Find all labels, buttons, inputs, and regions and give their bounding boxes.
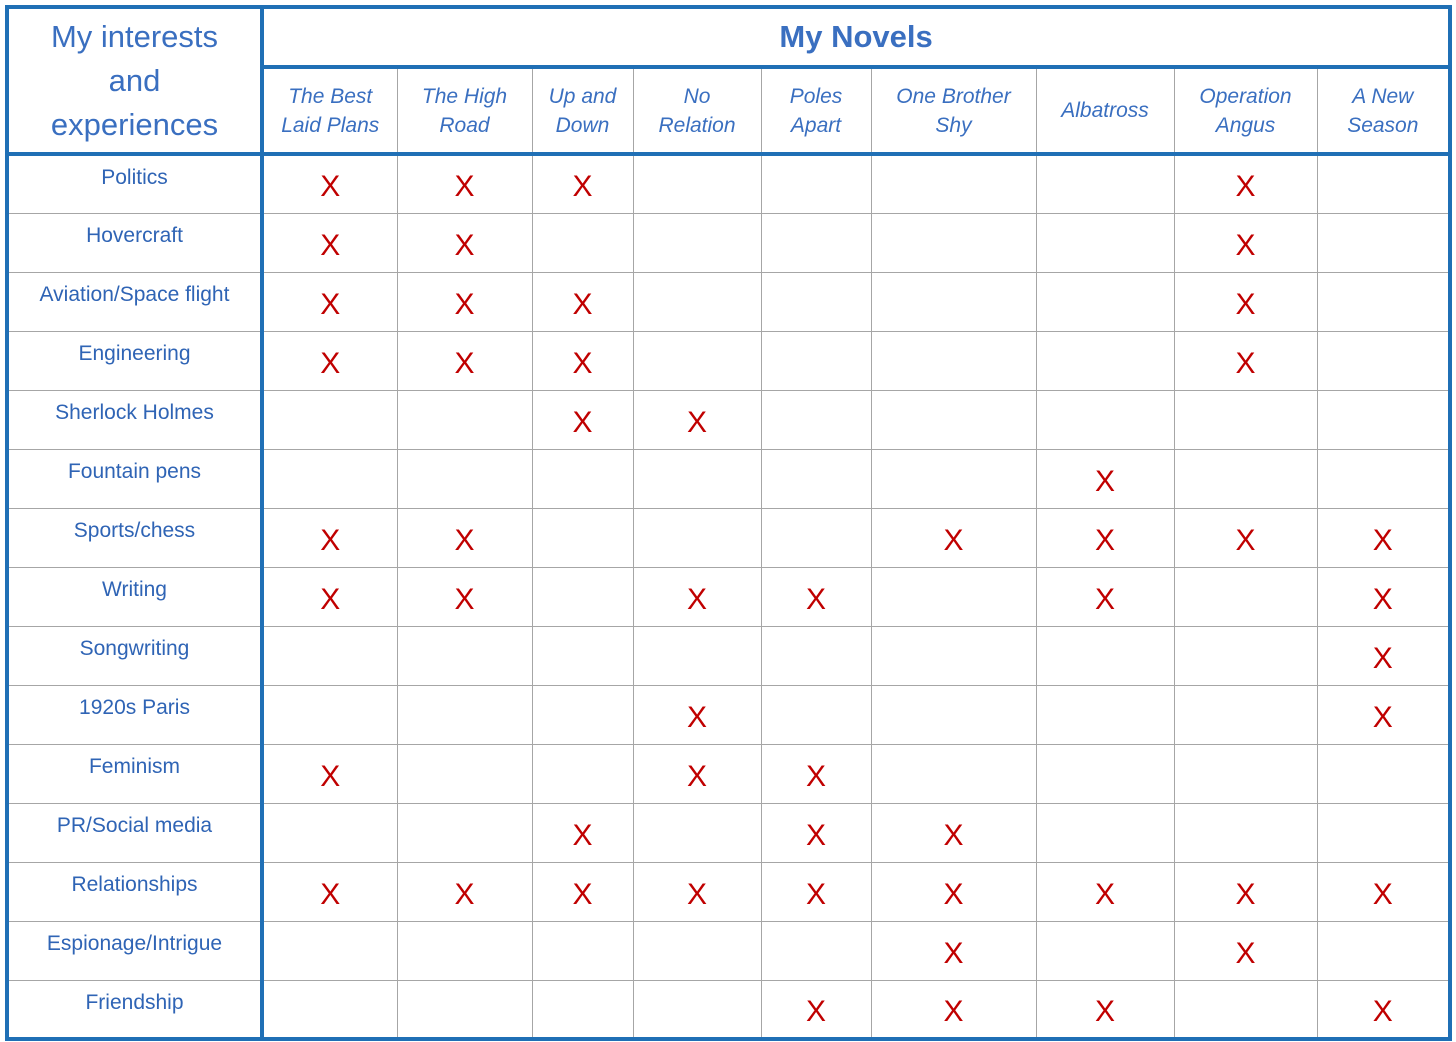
matrix-cell (1317, 390, 1450, 449)
x-mark: X (805, 818, 826, 852)
interests-novels-matrix (5, 5, 1448, 1036)
table-row (7, 803, 1450, 862)
matrix-cell (532, 154, 633, 213)
matrix-cell (633, 567, 761, 626)
novel-header (532, 67, 633, 154)
novel-title-line: The High (421, 84, 508, 108)
matrix-cell (532, 331, 633, 390)
matrix-cell (871, 449, 1036, 508)
table-row (7, 508, 1450, 567)
matrix-cell (1174, 921, 1317, 980)
matrix-table (5, 5, 1452, 1041)
interest-label: Feminism (7, 744, 262, 803)
x-mark: X (320, 228, 341, 262)
matrix-cell (262, 390, 397, 449)
x-mark: X (454, 228, 475, 262)
x-mark: X (320, 523, 341, 557)
matrix-cell (1036, 154, 1174, 213)
interest-label: 1920s Paris (7, 685, 262, 744)
x-mark: X (686, 759, 707, 793)
x-mark: X (454, 346, 475, 380)
x-mark: X (1372, 641, 1393, 675)
matrix-cell (1174, 567, 1317, 626)
x-mark: X (454, 877, 475, 911)
matrix-cell (871, 154, 1036, 213)
interest-label: Friendship (7, 980, 262, 1039)
matrix-cell (633, 980, 761, 1039)
x-mark: X (1235, 523, 1256, 557)
matrix-cell (262, 213, 397, 272)
matrix-cell (633, 744, 761, 803)
x-mark: X (320, 759, 341, 793)
matrix-cell (1174, 449, 1317, 508)
matrix-cell (633, 331, 761, 390)
matrix-cell (871, 862, 1036, 921)
matrix-cell (1036, 685, 1174, 744)
matrix-cell (397, 213, 532, 272)
matrix-cell (633, 449, 761, 508)
matrix-cell (532, 862, 633, 921)
interest-label: PR/Social media (7, 803, 262, 862)
matrix-cell (1036, 921, 1174, 980)
x-mark: X (943, 936, 964, 970)
x-mark: X (454, 582, 475, 616)
matrix-cell (262, 921, 397, 980)
matrix-cell (871, 626, 1036, 685)
matrix-cell (1036, 213, 1174, 272)
matrix-cell (1174, 154, 1317, 213)
matrix-cell (1174, 685, 1317, 744)
matrix-cell (262, 567, 397, 626)
matrix-cell (633, 626, 761, 685)
matrix-cell (1036, 272, 1174, 331)
matrix-cell (871, 744, 1036, 803)
novel-header (1174, 67, 1317, 154)
matrix-cell (761, 272, 871, 331)
matrix-cell (532, 626, 633, 685)
matrix-cell (761, 567, 871, 626)
matrix-cell (761, 213, 871, 272)
novel-header (633, 67, 761, 154)
table-row (7, 567, 1450, 626)
novel-title-line: No (683, 84, 711, 108)
matrix-cell (761, 803, 871, 862)
x-mark: X (320, 170, 341, 204)
matrix-cell (1174, 331, 1317, 390)
table-row (7, 626, 1450, 685)
matrix-cell (1317, 508, 1450, 567)
matrix-cell (262, 685, 397, 744)
matrix-cell (532, 213, 633, 272)
x-mark: X (1372, 994, 1393, 1028)
interest-label: Relationships (7, 862, 262, 921)
matrix-cell (633, 862, 761, 921)
table-row (7, 862, 1450, 921)
matrix-cell (532, 685, 633, 744)
x-mark: X (686, 582, 707, 616)
matrix-cell (871, 567, 1036, 626)
novels-group-header: My Novels (262, 7, 1450, 67)
matrix-cell (761, 508, 871, 567)
matrix-cell (1036, 390, 1174, 449)
x-mark: X (1235, 936, 1256, 970)
matrix-cell (1174, 390, 1317, 449)
x-mark: X (1094, 877, 1115, 911)
matrix-body (7, 154, 1450, 1039)
matrix-cell (1036, 626, 1174, 685)
x-mark: X (572, 818, 593, 852)
x-mark: X (454, 523, 475, 557)
matrix-cell (871, 685, 1036, 744)
matrix-cell (397, 744, 532, 803)
matrix-cell (262, 508, 397, 567)
matrix-cell (1317, 272, 1450, 331)
novel-title-line: Road (439, 113, 490, 137)
matrix-cell (1317, 331, 1450, 390)
x-mark: X (320, 346, 341, 380)
x-mark: X (943, 818, 964, 852)
table-row (7, 449, 1450, 508)
matrix-cell (397, 508, 532, 567)
matrix-cell (1036, 803, 1174, 862)
x-mark: X (1094, 582, 1115, 616)
matrix-cell (1036, 862, 1174, 921)
x-mark: X (572, 405, 593, 439)
matrix-cell (1036, 980, 1174, 1039)
table-row (7, 272, 1450, 331)
matrix-cell (532, 449, 633, 508)
matrix-cell (871, 803, 1036, 862)
matrix-cell (1174, 862, 1317, 921)
matrix-cell (761, 449, 871, 508)
x-mark: X (1235, 877, 1256, 911)
matrix-cell (397, 390, 532, 449)
interest-label: Hovercraft (7, 213, 262, 272)
matrix-cell (397, 862, 532, 921)
x-mark: X (1235, 170, 1256, 204)
table-row (7, 213, 1450, 272)
matrix-cell (532, 567, 633, 626)
x-mark: X (1372, 582, 1393, 616)
novel-title-line: Albatross (1061, 99, 1149, 122)
matrix-cell (871, 921, 1036, 980)
matrix-cell (1174, 803, 1317, 862)
interest-label: Songwriting (7, 626, 262, 685)
x-mark: X (1094, 464, 1115, 498)
x-mark: X (1372, 700, 1393, 734)
x-mark: X (805, 582, 826, 616)
table-row (7, 390, 1450, 449)
interest-label: Politics (7, 154, 262, 213)
matrix-cell (397, 685, 532, 744)
table-row (7, 921, 1450, 980)
matrix-cell (633, 154, 761, 213)
matrix-cell (262, 803, 397, 862)
matrix-cell (397, 626, 532, 685)
matrix-cell (397, 449, 532, 508)
table-row (7, 685, 1450, 744)
matrix-cell (397, 803, 532, 862)
x-mark: X (805, 994, 826, 1028)
matrix-cell (532, 390, 633, 449)
x-mark: X (572, 346, 593, 380)
matrix-cell (761, 744, 871, 803)
matrix-cell (1317, 567, 1450, 626)
matrix-cell (1317, 744, 1450, 803)
x-mark: X (1372, 877, 1393, 911)
matrix-cell (1317, 862, 1450, 921)
table-row (7, 980, 1450, 1039)
matrix-cell (1036, 744, 1174, 803)
x-mark: X (1372, 523, 1393, 557)
x-mark: X (805, 877, 826, 911)
table-row (7, 331, 1450, 390)
novel-title-line: Up and (548, 84, 617, 108)
x-mark: X (1235, 287, 1256, 321)
x-mark: X (572, 170, 593, 204)
x-mark: X (943, 994, 964, 1028)
interest-label: Engineering (7, 331, 262, 390)
matrix-cell (1174, 272, 1317, 331)
matrix-cell (1317, 626, 1450, 685)
x-mark: X (686, 405, 707, 439)
matrix-cell (397, 921, 532, 980)
interest-label: Sherlock Holmes (7, 390, 262, 449)
matrix-cell (262, 154, 397, 213)
matrix-cell (532, 803, 633, 862)
novel-title-line: One Brother (896, 84, 1011, 108)
novel-title-line: Season (1347, 113, 1419, 137)
x-mark: X (805, 759, 826, 793)
x-mark: X (1235, 228, 1256, 262)
matrix-cell (262, 626, 397, 685)
x-mark: X (320, 582, 341, 616)
matrix-cell (761, 390, 871, 449)
x-mark: X (686, 877, 707, 911)
corner-label-line: experiences (50, 106, 219, 142)
interest-label: Aviation/Space flight (7, 272, 262, 331)
novel-header (871, 67, 1036, 154)
novel-header (1317, 67, 1450, 154)
x-mark: X (1094, 523, 1115, 557)
table-row (7, 744, 1450, 803)
matrix-cell (1036, 331, 1174, 390)
matrix-cell (633, 390, 761, 449)
x-mark: X (572, 877, 593, 911)
x-mark: X (320, 877, 341, 911)
novel-title-line: Apart (790, 113, 842, 137)
interest-label: Fountain pens (7, 449, 262, 508)
matrix-cell (262, 449, 397, 508)
x-mark: X (1094, 994, 1115, 1028)
matrix-cell (871, 980, 1036, 1039)
corner-label-line: My interests (50, 18, 219, 54)
matrix-cell (397, 154, 532, 213)
interest-label: Espionage/Intrigue (7, 921, 262, 980)
matrix-cell (397, 980, 532, 1039)
novel-title-line: Poles (789, 84, 843, 108)
matrix-cell (1317, 154, 1450, 213)
x-mark: X (454, 170, 475, 204)
matrix-cell (1317, 685, 1450, 744)
matrix-cell (1174, 744, 1317, 803)
x-mark: X (686, 700, 707, 734)
matrix-cell (1174, 626, 1317, 685)
matrix-cell (1174, 508, 1317, 567)
novel-title-line: Angus (1215, 113, 1276, 137)
matrix-cell (1174, 213, 1317, 272)
x-mark: X (454, 287, 475, 321)
matrix-cell (532, 980, 633, 1039)
matrix-cell (761, 626, 871, 685)
matrix-cell (1036, 508, 1174, 567)
matrix-cell (633, 272, 761, 331)
matrix-cell (633, 803, 761, 862)
matrix-cell (262, 272, 397, 331)
matrix-cell (871, 331, 1036, 390)
matrix-cell (761, 331, 871, 390)
novel-header (262, 67, 397, 154)
table-row (7, 154, 1450, 213)
matrix-cell (1036, 449, 1174, 508)
matrix-cell (1036, 567, 1174, 626)
matrix-cell (1317, 449, 1450, 508)
matrix-cell (871, 272, 1036, 331)
novel-title-line: Shy (935, 113, 972, 137)
novel-header (761, 67, 871, 154)
matrix-cell (761, 154, 871, 213)
matrix-cell (262, 331, 397, 390)
interest-label: Writing (7, 567, 262, 626)
x-mark: X (320, 287, 341, 321)
matrix-cell (1317, 921, 1450, 980)
x-mark: X (943, 523, 964, 557)
matrix-cell (871, 390, 1036, 449)
novel-title-line: The Best (288, 84, 373, 108)
matrix-cell (633, 213, 761, 272)
novel-header (1036, 67, 1174, 154)
matrix-cell (871, 213, 1036, 272)
novel-header (397, 67, 532, 154)
matrix-cell (633, 508, 761, 567)
x-mark: X (943, 877, 964, 911)
matrix-cell (262, 980, 397, 1039)
matrix-cell (1174, 980, 1317, 1039)
matrix-cell (397, 331, 532, 390)
matrix-cell (871, 508, 1036, 567)
corner-label (7, 7, 262, 154)
matrix-cell (532, 508, 633, 567)
x-mark: X (1235, 346, 1256, 380)
matrix-cell (532, 921, 633, 980)
matrix-cell (761, 685, 871, 744)
matrix-cell (1317, 980, 1450, 1039)
matrix-cell (633, 685, 761, 744)
matrix-cell (532, 744, 633, 803)
matrix-cell (761, 980, 871, 1039)
matrix-cell (397, 567, 532, 626)
novel-title-line: Relation (658, 113, 736, 137)
matrix-cell (532, 272, 633, 331)
matrix-cell (1317, 213, 1450, 272)
matrix-cell (761, 862, 871, 921)
interest-label: Sports/chess (7, 508, 262, 567)
novel-title-line: Operation (1199, 84, 1292, 108)
novel-title-line: Down (555, 113, 610, 137)
x-mark: X (572, 287, 593, 321)
matrix-cell (262, 862, 397, 921)
matrix-cell (633, 921, 761, 980)
matrix-cell (262, 744, 397, 803)
corner-label-line: and (108, 62, 161, 98)
matrix-cell (1317, 803, 1450, 862)
novel-title-line: A New (1352, 84, 1414, 108)
matrix-cell (397, 272, 532, 331)
novel-title-line: Laid Plans (281, 113, 380, 137)
matrix-cell (761, 921, 871, 980)
